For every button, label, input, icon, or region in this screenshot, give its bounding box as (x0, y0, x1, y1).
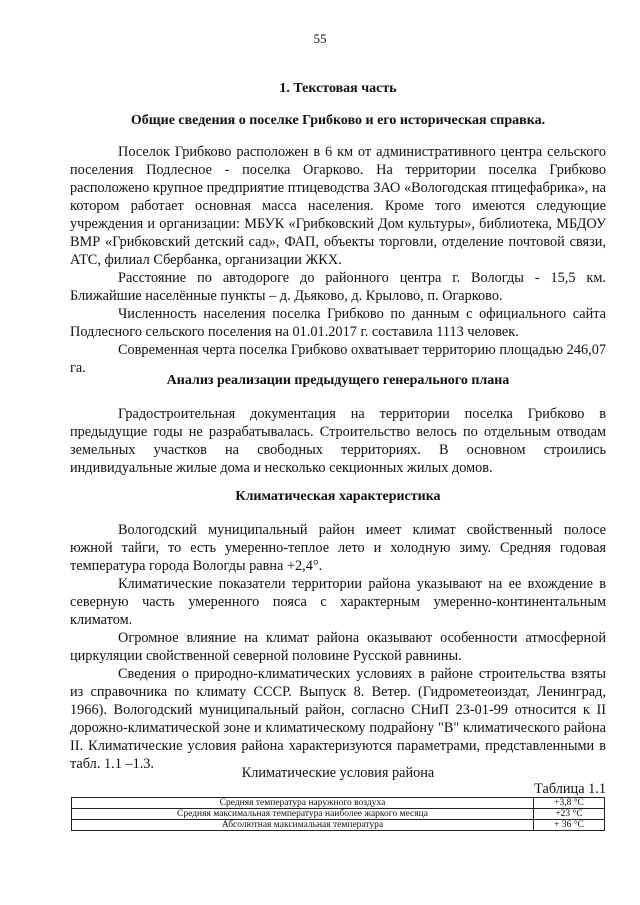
subtitle-previous-plan: Анализ реализации предыдущего генерального плана (166, 373, 510, 388)
paragraph-climate-zone: Климатические показатели территории района указывают на ее вхождение в северную часть умеренного пояса с характерным умеренно-континентальным климатом. (70, 576, 606, 628)
table-row (72, 820, 605, 831)
table-caption: Климатические условия района (241, 765, 435, 781)
table-row (72, 809, 605, 820)
table-cell-param: Абсолютная максимальная температура (72, 820, 534, 831)
paragraph-climate-overview: Вологодский муниципальный район имеет климат свойственный полосе южной тайги, то есть умеренно-теплое лето и холодную зиму. Средняя годовая температура города Вологды равна +2,4°. (70, 522, 606, 574)
table-number: Таблица 1.1 (534, 781, 606, 797)
table-row (72, 798, 605, 809)
subtitle-general-info: Общие сведения о поселке Грибково и его историческая справка. (130, 113, 546, 128)
paragraph-climate-source: Сведения о природно-климатических условиях в районе строительства взяты из справочника по климату СССР. Выпуск 8. Ветер. (Гидрометеоиздат, Ленинград, 1966). Вологодский муниципальный район, согласно СНиП 23-01-99 относится к II дорожно-климатической зоне и климатическому подрайону "В" климатического района II. Климатические условия района характеризуются параметрами, представленными в табл. 1.1 –1.3. (70, 666, 606, 772)
table-cell-value: +3,8 °С (534, 798, 605, 809)
paragraph-population: Численность населения поселка Грибково по данным с официального сайта Подлесного сельского поселения на 01.01.2017 г. составила 1113 человек. (70, 306, 606, 340)
table-cell-param: Средняя температура наружного воздуха (72, 798, 534, 809)
page-number: 55 (313, 31, 327, 46)
paragraph-distance: Расстояние по автодороге до районного центра г. Вологды - 15,5 км. Ближайшие населённые пункты – д. Дьяково, д. Крылово, п. Огарково. (70, 270, 606, 304)
table-cell-value: + 36 °С (534, 820, 605, 831)
paragraph-area: Современная черта поселка Грибково охватывает территорию площадью 246,07 га. (70, 342, 606, 376)
paragraph-previous-plan: Градостроительная документация на территории поселка Грибково в предыдущие годы не разрабатывалась. Строительство велось по отдельным отводам земельных участков на свободных территориях. В основном строились индивидуальные жилые дома и несколько секционных жилых домов. (70, 406, 606, 476)
table-cell-value: +23 °С (534, 809, 605, 820)
section-title: 1. Текстовая часть (279, 81, 397, 96)
paragraph-circulation: Огромное влияние на климат района оказывают особенности атмосферной циркуляции свойственной северной половине Русской равнины. (70, 630, 606, 664)
paragraph-location: Поселок Грибково расположен в 6 км от административного центра сельского поселения Подлесное - поселка Огарково. На территории поселка Грибково расположено крупное предприятие птицеводства ЗАО «Вологодская птицефабрика», на котором работает основная масса населения. Кроме того имеются следующие учреждения и организации: МБУК «Грибковский Дом культуры», библиотека, МБДОУ ВМР «Грибковский детский сад», ФАП, объекты торговли, отделение почтовой связи, АТС, филиал Сбербанка, организации ЖКХ. (70, 144, 606, 268)
table-cell-param: Средняя максимальная температура наиболее жаркого месяца (72, 809, 534, 820)
climate-table (71, 797, 605, 831)
subtitle-climate: Климатическая характеристика (235, 489, 441, 504)
